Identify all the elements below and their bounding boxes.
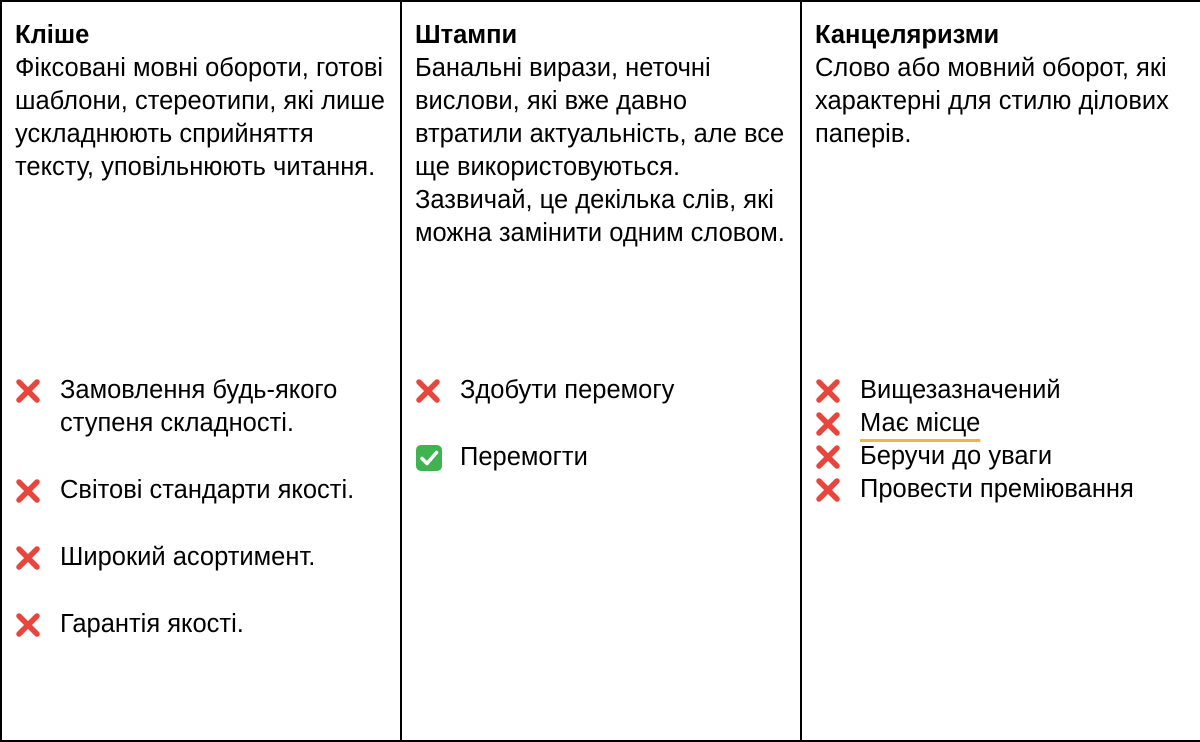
list-item (815, 440, 1187, 473)
cross-mark-icon (15, 608, 45, 641)
column-cliche (1, 1, 401, 741)
column-description: Фіксовані мовні обороти, готові шаблони, стереотипи, які лише ускладнюють сприйняття тексту, уповільнюють читання. (15, 54, 385, 181)
column-officialese (801, 1, 1200, 741)
list-item (15, 374, 387, 440)
list-item (15, 608, 387, 641)
cross-mark-icon (415, 374, 445, 407)
cross-mark-icon (15, 374, 45, 407)
column-heading: Штампи (415, 21, 518, 49)
cross-mark-icon (815, 473, 845, 506)
list-item-text: Вищезазначений (860, 376, 1061, 404)
list-item (415, 374, 787, 407)
column-heading: Канцеляризми (815, 21, 1000, 49)
list-item (15, 474, 387, 507)
list-item (815, 407, 1187, 440)
column-description: Слово або мовний оборот, які характерні для стилю ділових паперів. (815, 54, 1169, 148)
list-item-text: Перемогти (460, 443, 588, 471)
list-item (15, 541, 387, 574)
example-list (15, 374, 387, 641)
cross-mark-icon (815, 374, 845, 407)
list-item-text: Здобути перемогу (460, 376, 675, 404)
cross-mark-icon (815, 440, 845, 473)
column-stamps (401, 1, 801, 741)
check-mark-icon (415, 441, 445, 474)
list-item-text: Провести преміювання (860, 475, 1134, 503)
cross-mark-icon (15, 541, 45, 574)
column-heading: Кліше (15, 21, 90, 49)
list-item (815, 374, 1187, 407)
column-description: Банальні вирази, неточні вислови, які вже давно втратили актуальність, але все ще використовуються. Зазвичай, це декілька слів, які можна замінити одним словом. (415, 54, 785, 247)
list-item-text: Має місце (860, 409, 981, 437)
cross-mark-icon (15, 474, 45, 507)
cross-mark-icon (815, 407, 845, 440)
list-item (815, 473, 1187, 506)
list-item-text: Замовлення будь-якого ступеня складності. (60, 376, 338, 437)
example-list (415, 374, 787, 474)
list-item-text: Беручи до уваги (860, 442, 1053, 470)
example-list (815, 374, 1187, 506)
list-item-text: Широкий асортимент. (60, 543, 316, 571)
list-item-text: Гарантія якості. (60, 610, 244, 638)
list-item (415, 441, 787, 474)
table-row (1, 1, 1200, 741)
list-item-text: Світові стандарти якості. (60, 476, 355, 504)
